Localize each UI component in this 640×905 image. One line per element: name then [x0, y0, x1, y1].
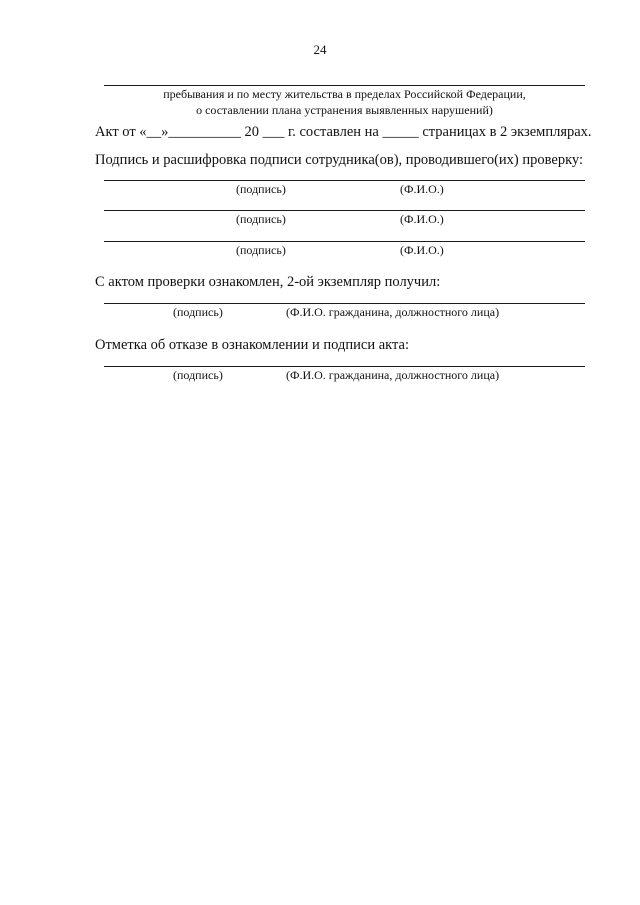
act-after-day: » [161, 124, 169, 140]
refusal-signature-label: (подпись) [173, 368, 223, 382]
inspector-signature-heading: Подпись и расшифровка подписи сотрудника(ов), проводившего(их) проверку: [95, 152, 583, 168]
acquainted-signature-line [104, 303, 585, 304]
acquainted-name-label: (Ф.И.О. гражданина, должностного лица) [286, 305, 500, 319]
refusal-signature-line [104, 366, 585, 367]
header-line-1: пребывания и по месту жительства в пределах Российской Федерации, [163, 87, 526, 101]
act-month-blank: __________ [168, 124, 241, 140]
act-day-blank: __ [146, 124, 162, 140]
page-number: 24 [313, 42, 327, 57]
act-suffix: страницах в 2 экземплярах. [418, 124, 592, 140]
refusal-heading: Отметка об отказе в ознакомлении и подписи акта: [95, 337, 409, 353]
inspector-1-signature-label: (подпись) [236, 182, 286, 196]
inspector-3-signature-label: (подпись) [236, 243, 286, 257]
act-year-suffix: г. составлен на [284, 124, 383, 140]
inspector-signature-line-1 [104, 180, 585, 181]
inspector-signature-line-3 [104, 241, 585, 242]
act-pages-blank: _____ [382, 124, 419, 140]
acquainted-heading: С актом проверки ознакомлен, 2-ой экземпляр получил: [95, 274, 441, 290]
act-date-line [95, 124, 592, 141]
acquainted-signature-label: (подпись) [173, 305, 223, 319]
inspector-1-name-label: (Ф.И.О.) [400, 182, 444, 196]
header-line-2: о составлении плана устранения выявленных нарушений) [196, 103, 493, 117]
inspector-2-signature-label: (подпись) [236, 212, 286, 226]
refusal-name-label: (Ф.И.О. гражданина, должностного лица) [286, 368, 500, 382]
act-year-prefix: 20 [240, 124, 263, 140]
header-top-rule [104, 85, 585, 86]
inspector-3-name-label: (Ф.И.О.) [400, 243, 444, 257]
act-year-blank: ___ [262, 124, 285, 140]
inspector-signature-line-2 [104, 210, 585, 211]
act-prefix: Акт от « [95, 124, 147, 140]
inspector-2-name-label: (Ф.И.О.) [400, 212, 444, 226]
